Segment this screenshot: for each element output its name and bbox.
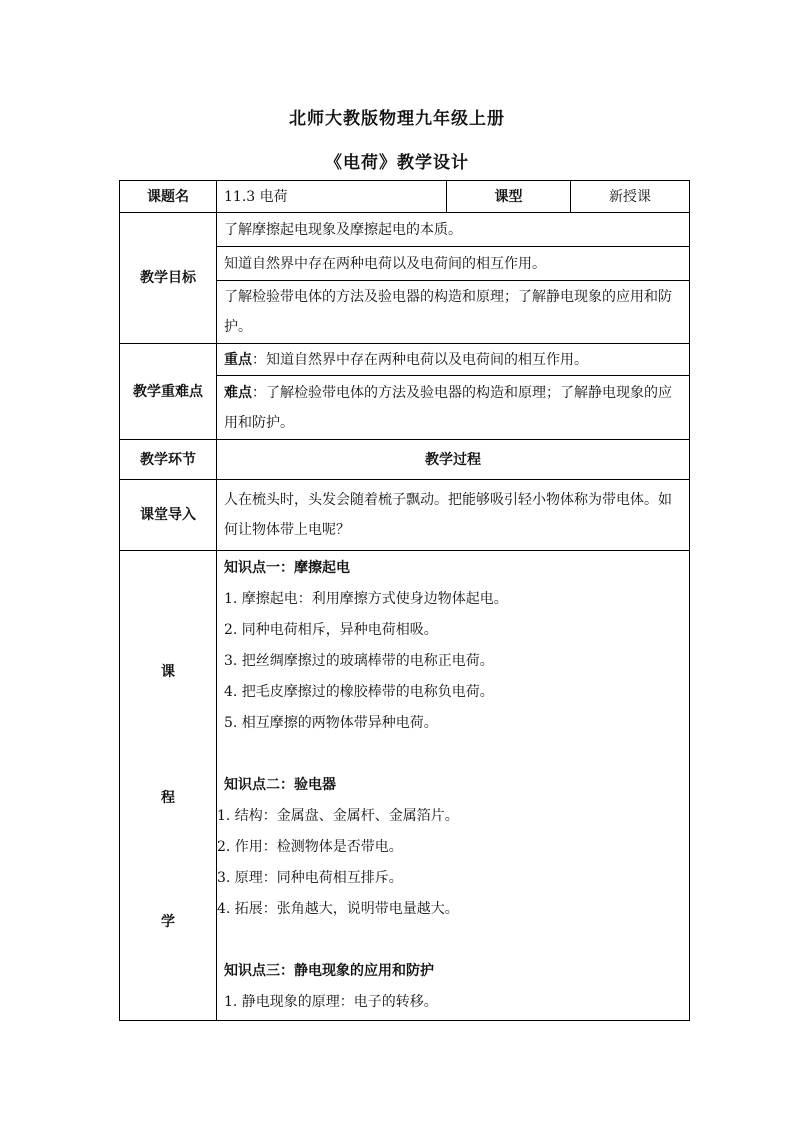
- spacer: [224, 925, 682, 956]
- focus-label: 重点: [224, 351, 252, 368]
- lesson-type-value: 新授课: [571, 181, 690, 213]
- process-label-char: 课: [161, 664, 175, 680]
- stage-header-row: [120, 440, 690, 480]
- list-item: 4. 拓展：张角越大，说明带电量越大。: [217, 901, 459, 917]
- focus-text: ：知道自然界中存在两种电荷以及电荷间的相互作用。: [252, 351, 588, 368]
- stage-label: 教学环节: [120, 440, 217, 480]
- intro-row: [120, 480, 690, 551]
- difficulty-text: ：了解检验带电体的方法及验电器的构造和原理；了解静电现象的应用和防护。: [224, 384, 672, 431]
- process-label-char: 学: [161, 914, 175, 930]
- process-content: [217, 551, 690, 1021]
- list-item: 5. 相互摩擦的两物体带异种电荷。: [224, 715, 438, 731]
- list-item: 1. 摩擦起电：利用摩擦方式使身边物体起电。: [224, 591, 508, 607]
- topic-row: [120, 181, 690, 213]
- objective-item: 了解检验带电体的方法及验电器的构造和原理；了解静电现象的应用和防护。: [217, 281, 690, 344]
- lesson-type-label: 课型: [447, 181, 571, 213]
- objective-item: 知道自然界中存在两种电荷以及电荷间的相互作用。: [217, 247, 690, 281]
- list-item: 1. 静电现象的原理：电子的转移。: [224, 994, 438, 1010]
- lesson-plan-table: [119, 180, 690, 1021]
- document-title: 北师大教版物理九年级上册: [289, 109, 505, 129]
- knowledge-point-title: 知识点二：验电器: [224, 777, 336, 793]
- topic-value: 11.3 电荷: [217, 181, 447, 213]
- objectives-label: 教学目标: [120, 213, 217, 344]
- list-item: 1. 结构：金属盘、金属杆、金属箔片。: [217, 808, 459, 824]
- knowledge-point-title: 知识点一：摩擦起电: [224, 560, 350, 576]
- difficulty-cell: [217, 376, 690, 440]
- knowledge-point-title: 知识点三：静电现象的应用和防护: [224, 963, 434, 979]
- intro-text: 人在梳头时，头发会随着梳子飘动。把能够吸引轻小物体称为带电体。如何让物体带上电呢？: [217, 480, 690, 551]
- process-label-char: 程: [161, 790, 175, 806]
- topic-label: 课题名: [120, 181, 217, 213]
- difficulty-label: 难点: [224, 384, 252, 401]
- list-item: 3. 原理：同种电荷相互排斥。: [217, 870, 403, 886]
- list-item: 3. 把丝绸摩擦过的玻璃棒带的电称正电荷。: [224, 653, 494, 669]
- list-item: 4. 把毛皮摩擦过的橡胶棒带的电称负电荷。: [224, 684, 494, 700]
- focus-cell: [217, 344, 690, 376]
- intro-label: 课堂导入: [120, 480, 217, 551]
- objectives-row: [120, 213, 690, 247]
- document-subtitle: 《电荷》教学设计: [325, 153, 469, 173]
- keypoints-row: [120, 344, 690, 376]
- list-item: 2. 作用：检测物体是否带电。: [217, 839, 403, 855]
- spacer: [224, 739, 682, 770]
- keypoints-label: 教学重难点: [120, 344, 217, 440]
- process-label-cell: [120, 551, 217, 1021]
- list-item: 2. 同种电荷相斥，异种电荷相吸。: [224, 622, 438, 638]
- objective-item: 了解摩擦起电现象及摩擦起电的本质。: [217, 213, 690, 247]
- process-label: 教学过程: [217, 440, 690, 480]
- process-row: [120, 551, 690, 1021]
